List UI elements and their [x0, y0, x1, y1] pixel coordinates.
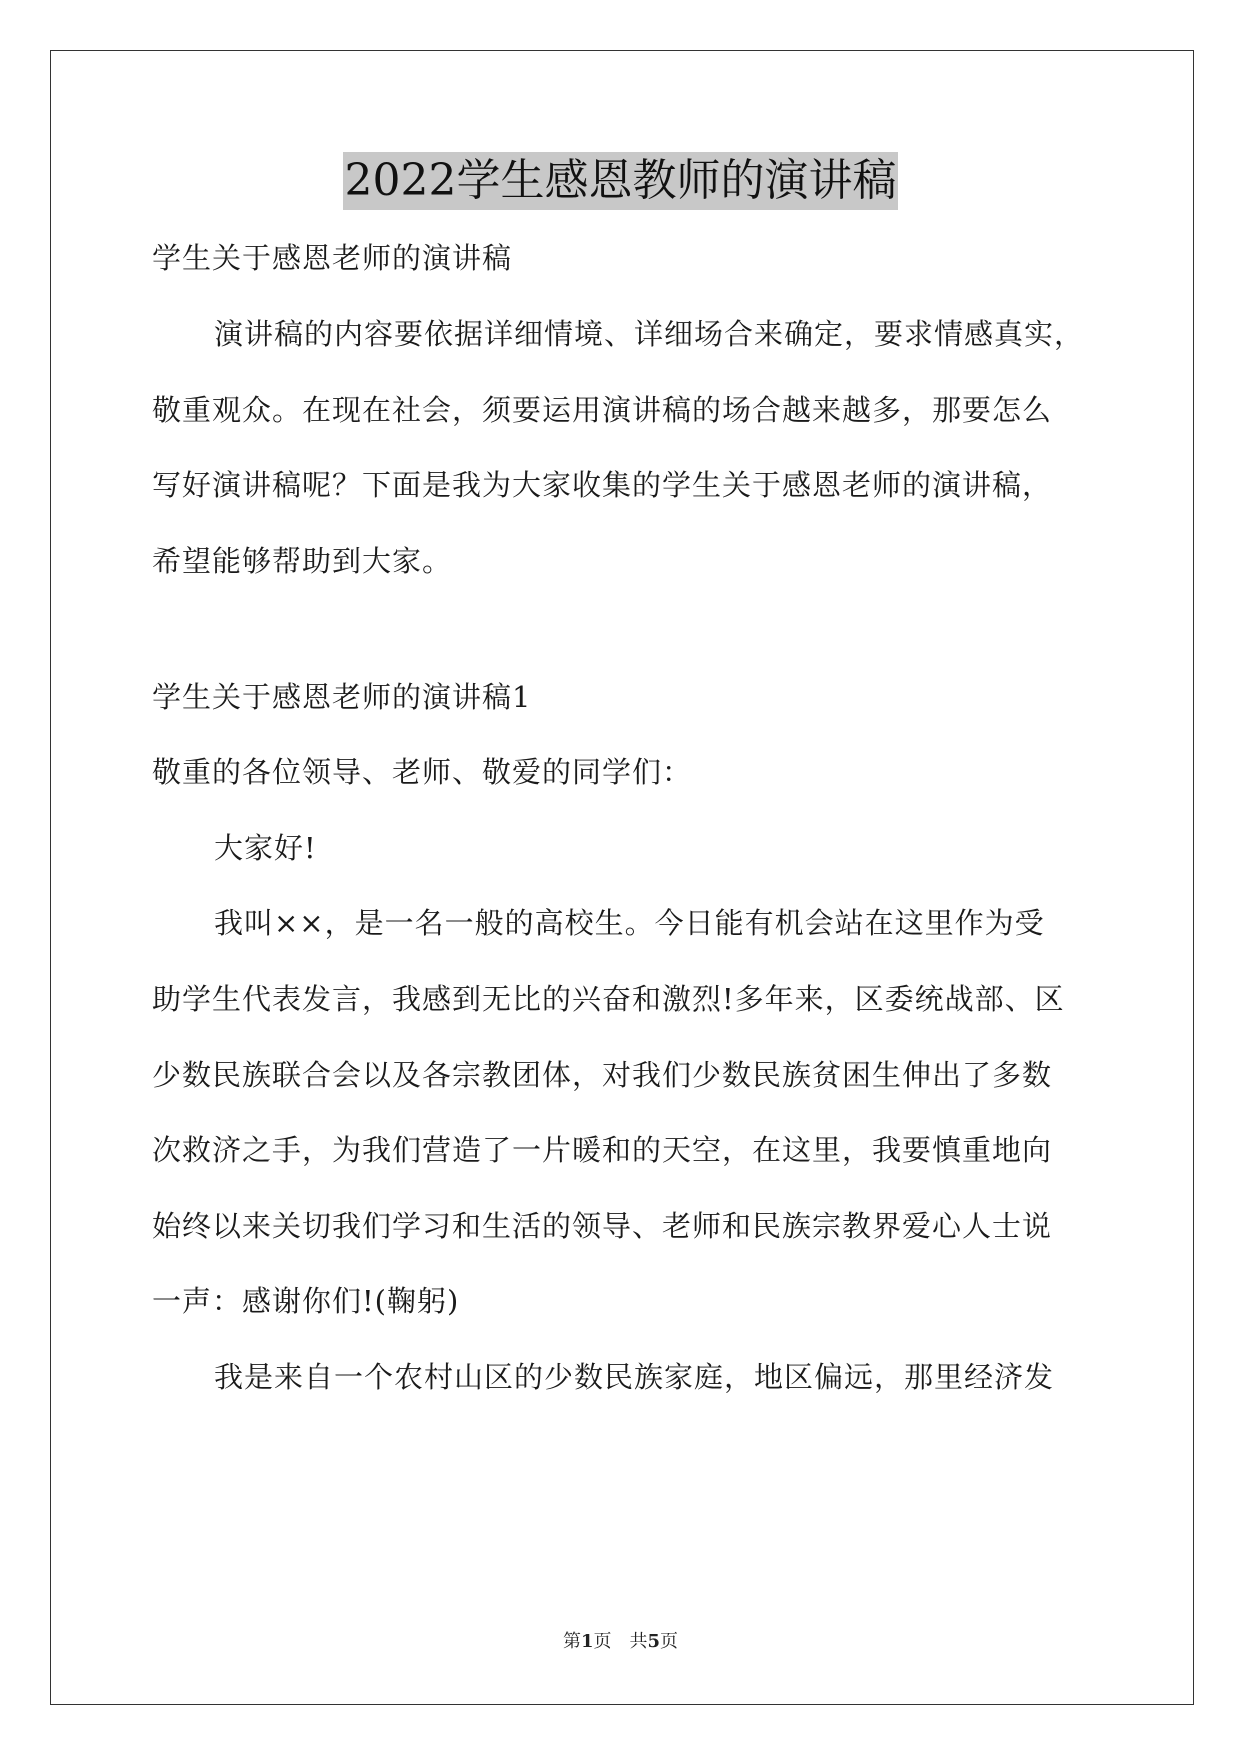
paragraph-line: 一声：感谢你们!(鞠躬): [152, 1284, 460, 1318]
paragraph-line: 敬重观众。在现在社会，须要运用演讲稿的场合越来越多，那要怎么: [152, 393, 1053, 427]
page-total: 5: [647, 1631, 661, 1652]
total-prefix: 共: [629, 1631, 648, 1652]
page-prefix: 第: [562, 1631, 581, 1652]
page-suffix: 页: [593, 1631, 612, 1652]
page-footer: [0, 1630, 1241, 1654]
section-heading: 学生关于感恩老师的演讲稿1: [152, 680, 532, 714]
paragraph-line: 我叫××，是一名一般的高校生。今日能有机会站在这里作为受: [214, 906, 1045, 940]
page-border: [50, 50, 1194, 1705]
paragraph-line: 写好演讲稿呢？下面是我为大家收集的学生关于感恩老师的演讲稿，: [152, 468, 1053, 502]
paragraph-line: 演讲稿的内容要依据详细情境、详细场合来确定，要求情感真实，: [214, 317, 1085, 351]
paragraph-line: 助学生代表发言，我感到无比的兴奋和激烈!多年来，区委统战部、区: [152, 982, 1065, 1016]
total-suffix: 页: [660, 1631, 679, 1652]
page-current: 1: [580, 1631, 594, 1652]
salutation-line: 敬重的各位领导、老师、敬爱的同学们：: [152, 755, 693, 789]
title-container: [0, 152, 1241, 210]
section-heading: 学生关于感恩老师的演讲稿: [152, 241, 513, 275]
document-title: 2022学生感恩教师的演讲稿: [343, 152, 899, 210]
greeting-line: 大家好!: [214, 831, 317, 865]
paragraph-line: 始终以来关切我们学习和生活的领导、老师和民族宗教界爱心人士说: [152, 1209, 1053, 1243]
paragraph-line: 希望能够帮助到大家。: [152, 544, 453, 578]
paragraph-line: 我是来自一个农村山区的少数民族家庭，地区偏远，那里经济发: [214, 1360, 1055, 1394]
paragraph-line: 少数民族联合会以及各宗教团体，对我们少数民族贫困生伸出了多数: [152, 1058, 1053, 1092]
paragraph-line: 次救济之手，为我们营造了一片暖和的天空，在这里，我要慎重地向: [152, 1133, 1053, 1167]
